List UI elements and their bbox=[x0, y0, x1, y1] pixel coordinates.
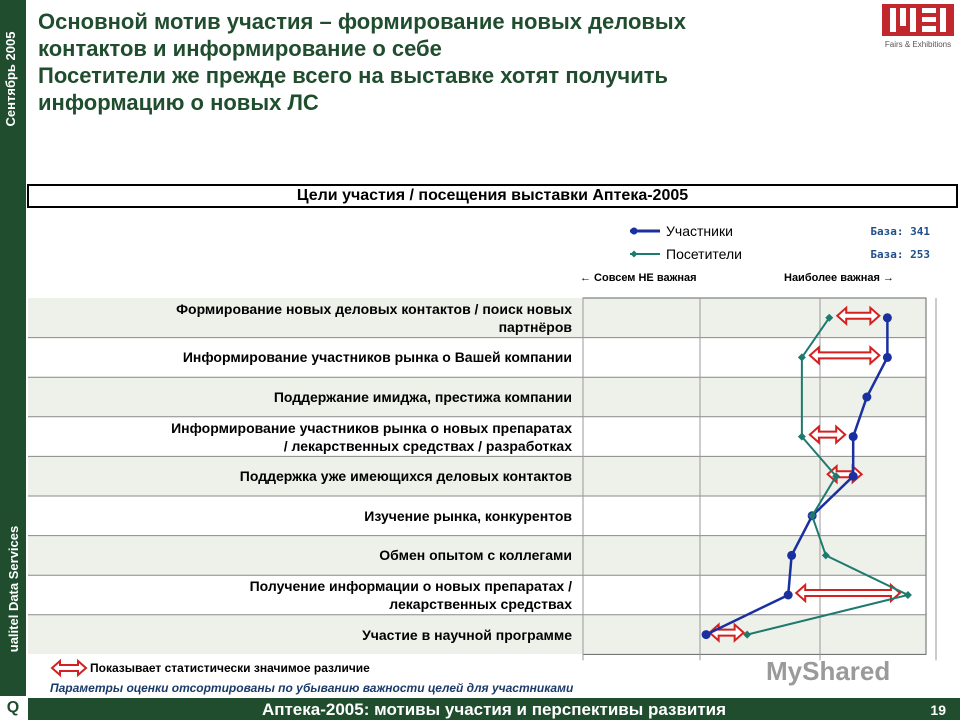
category-label-line: Участие в научной программе bbox=[362, 626, 572, 643]
title-line-4: информацию о новых ЛС bbox=[38, 90, 319, 115]
significance-arrow bbox=[837, 308, 879, 324]
category-label-line: лекарственных средствах bbox=[389, 595, 572, 612]
sidebar-company: ualitel Data Services bbox=[6, 525, 21, 653]
sorting-note: Параметры оценки отсортированы по убыванию важности целей для участниками bbox=[50, 681, 574, 695]
base-visitors: База: 253 bbox=[870, 248, 930, 261]
category-label-line: Информирование участников рынка о Вашей компании bbox=[182, 349, 572, 366]
participants-point bbox=[702, 630, 711, 639]
title-line-3: Посетители же прежде всего на выставке хотят получить bbox=[38, 63, 669, 88]
category-label-line: Изучение рынка, конкурентов bbox=[364, 507, 572, 524]
category-label-line: Получение информации о новых препаратах / bbox=[249, 577, 572, 594]
chart-title: Цели участия / посещения выставки Аптека-2005 bbox=[27, 184, 958, 208]
base-participants: База: 341 bbox=[870, 225, 930, 238]
participants-point bbox=[849, 432, 858, 441]
significance-arrow bbox=[810, 427, 845, 443]
participants-point bbox=[862, 393, 871, 402]
participants-point bbox=[883, 313, 892, 322]
category-label-line: Поддержка уже имеющихся деловых контактов bbox=[239, 468, 572, 485]
category-label-line: Обмен опытом с коллегами bbox=[379, 547, 572, 564]
logo-caption: Fairs & Exhibitions bbox=[884, 40, 952, 49]
category-label-line: Формирование новых деловых контактов / поиск новых bbox=[176, 300, 572, 317]
category-label-line: Поддержание имиджа, престижа компании bbox=[273, 388, 572, 405]
visitors-point bbox=[822, 551, 830, 559]
category-label-line: Информирование участников рынка о новых препаратах bbox=[171, 419, 572, 436]
sidebar-date: Сентябрь 2005 bbox=[3, 31, 18, 127]
footer-bar bbox=[28, 698, 960, 720]
footer-title: Аптека-2005: мотивы участия и перспективы развития bbox=[261, 700, 727, 719]
page-number: 19 bbox=[930, 702, 946, 718]
sidebar-q-letter: Q bbox=[0, 696, 26, 720]
title-line-2: контактов и информирование о себе bbox=[38, 36, 442, 61]
category-label-line: партнёров bbox=[498, 318, 572, 335]
significance-arrow bbox=[710, 625, 744, 641]
significance-arrow bbox=[796, 585, 900, 601]
legend-visitors: Посетители bbox=[666, 246, 742, 262]
scale-right-label: Наиболее важная → bbox=[784, 272, 894, 284]
legend-participants: Участники bbox=[666, 223, 733, 239]
visitors-point bbox=[904, 591, 912, 599]
scale-left-label: ← Совсем НЕ важная bbox=[580, 272, 697, 284]
category-label-line: / лекарственных средствах / разработках bbox=[283, 437, 572, 454]
watermark: MyShared bbox=[766, 656, 891, 686]
significance-arrow-icon bbox=[50, 658, 88, 678]
visitors-point bbox=[743, 631, 751, 639]
title-line-1: Основной мотив участия – формирование новых деловых bbox=[38, 9, 686, 34]
significance-note: Показывает статистически значимое различие bbox=[90, 661, 370, 675]
participants-point bbox=[883, 353, 892, 362]
participants-point bbox=[787, 551, 796, 560]
participants-point bbox=[784, 591, 793, 600]
participants-point bbox=[849, 472, 858, 481]
